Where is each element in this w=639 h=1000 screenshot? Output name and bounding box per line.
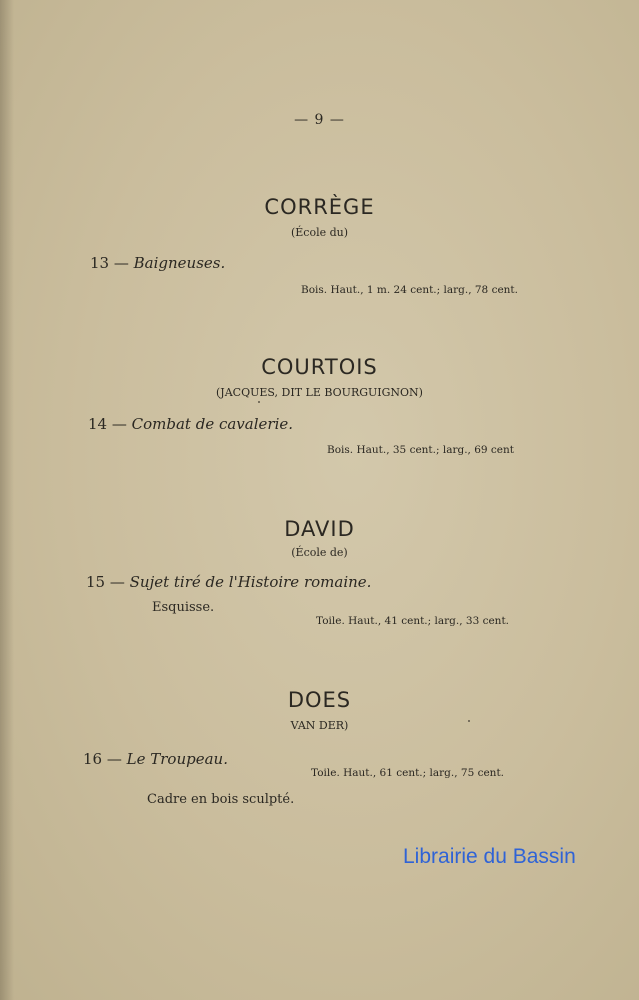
paper-speck bbox=[468, 720, 470, 722]
artist-subtitle: (JACQUES, DIT LE BOURGUIGNON) bbox=[216, 386, 423, 399]
lot-number: 15 — bbox=[86, 573, 125, 591]
lot-title: Combat de cavalerie. bbox=[131, 415, 294, 433]
watermark-text: Librairie du Bassin bbox=[403, 845, 576, 868]
lot-note: Cadre en bois sculpté. bbox=[147, 792, 295, 807]
lot-line bbox=[88, 415, 293, 433]
artist-subtitle: VAN DER) bbox=[290, 719, 349, 732]
lot-dimensions: Toile. Haut., 41 cent.; larg., 33 cent. bbox=[316, 615, 509, 627]
lot-number: 14 — bbox=[88, 415, 127, 433]
lot-number: 13 — bbox=[90, 254, 129, 272]
lot-number: 16 — bbox=[83, 750, 122, 768]
page-edge-shadow bbox=[0, 0, 14, 1000]
lot-line bbox=[83, 750, 228, 768]
lot-note: Esquisse. bbox=[152, 600, 215, 615]
artist-name: CORRÈGE bbox=[264, 195, 375, 219]
lot-dimensions: Toile. Haut., 61 cent.; larg., 75 cent. bbox=[311, 767, 504, 779]
lot-dimensions: Bois. Haut., 1 m. 24 cent.; larg., 78 cent. bbox=[301, 284, 518, 296]
artist-name: COURTOIS bbox=[261, 355, 378, 379]
artist-name: DAVID bbox=[284, 517, 355, 541]
lot-dimensions: Bois. Haut., 35 cent.; larg., 69 cent bbox=[327, 444, 515, 456]
artist-subtitle: (École du) bbox=[290, 226, 349, 239]
lot-line bbox=[90, 254, 225, 272]
page-number: — 9 — bbox=[294, 112, 345, 128]
lot-title: Le Troupeau. bbox=[126, 750, 228, 768]
lot-title: Sujet tiré de l'Histoire romaine. bbox=[129, 573, 372, 591]
lot-title: Baigneuses. bbox=[133, 254, 226, 272]
lot-line bbox=[86, 573, 371, 591]
paper-speck bbox=[258, 401, 260, 403]
artist-subtitle: (École de) bbox=[291, 546, 348, 559]
artist-name: DOES bbox=[287, 688, 352, 712]
